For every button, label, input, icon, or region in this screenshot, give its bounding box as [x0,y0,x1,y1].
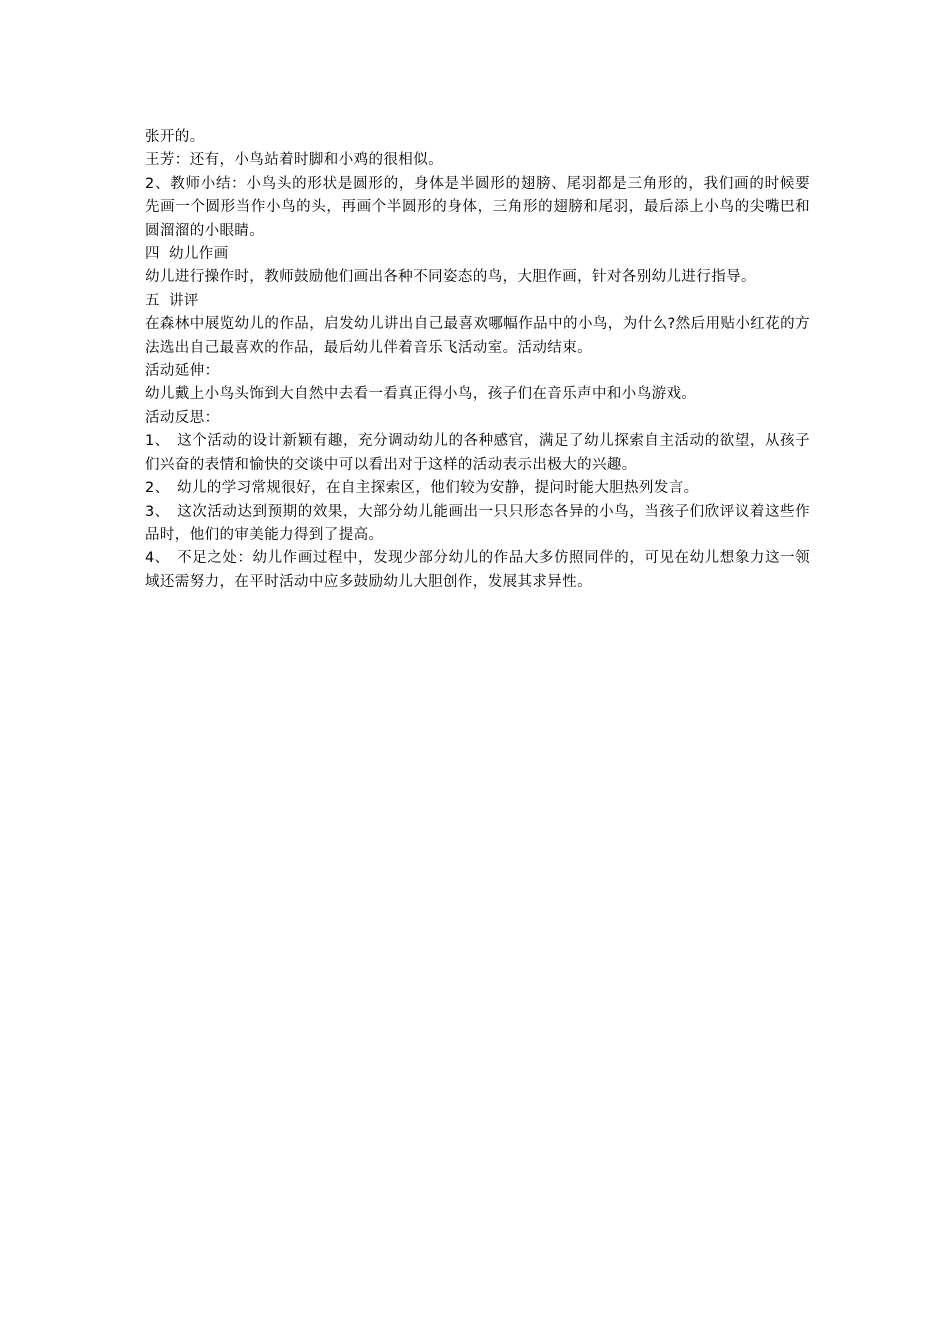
section-number: 五 [145,292,160,309]
paragraph-extension [145,383,810,406]
reflection-item-2 [145,477,810,500]
list-number: 1、 [145,433,170,450]
paragraph-text: 在森林中展览幼儿的作品，启发幼儿讲出自己最喜欢哪幅作品中的小鸟，为什么?然后用贴小红花的方法选出自己最喜欢的作品，最后幼儿伴着音乐飞活动室。活动结束。 [145,316,810,356]
section-heading-4 [145,243,810,266]
paragraph-continuation [145,126,810,149]
list-item-text: 这次活动达到预期的效果，大部分幼儿能画出一只只形态各异的小鸟，当孩子们欣评议着这些作品时，他们的审美能力得到了提高。 [145,503,810,543]
heading-text: 活动反思： [145,409,220,426]
list-item-text: 这个活动的设计新颖有趣，充分调动幼儿的各种感官，满足了幼儿探索自主活动的欲望，从孩子们兴奋的表情和愉快的交谈中可以看出对于这样的活动表示出极大的兴趣。 [145,433,810,473]
list-item-text: 不足之处：幼儿作画过程中，发现少部分幼儿的作品大多仿照同伴的，可见在幼儿想象力这一领域还需努力，在平时活动中应多鼓励幼儿大胆创作，发展其求异性。 [145,550,810,590]
section-title: 讲评 [169,292,199,309]
paragraph-text: 幼儿进行操作时，教师鼓励他们画出各种不同姿态的鸟，大胆作画，针对各别幼儿进行指导。 [145,269,756,286]
reflection-item-4 [145,547,810,594]
paragraph-drawing [145,266,810,289]
paragraph-teacher-summary [145,173,810,243]
list-number: 4、 [145,550,170,567]
reflection-item-3 [145,501,810,548]
heading-extension [145,360,810,383]
list-number: 2、 [145,175,171,192]
paragraph-text: 张开的。 [145,129,205,145]
list-number: 2、 [145,480,170,497]
heading-text: 活动延伸： [145,363,220,380]
paragraph-text: 幼儿戴上小鸟头饰到大自然中去看一看真正得小鸟，孩子们在音乐声中和小鸟游戏。 [145,386,697,403]
paragraph-text: 王芳：还有，小鸟站着时脚和小鸡的很相似。 [145,152,443,169]
document-body [145,126,810,594]
section-heading-5 [145,290,810,313]
section-number: 四 [145,246,160,263]
list-item-text: 幼儿的学习常规很好，在自主探索区，他们较为安静，提问时能大胆热列发言。 [177,480,699,497]
list-number: 3、 [145,503,170,520]
heading-reflection [145,407,810,430]
paragraph-wangfang [145,149,810,172]
reflection-item-1 [145,430,810,477]
section-title: 幼儿作画 [169,246,229,263]
paragraph-text: 教师小结：小鸟头的形状是圆形的，身体是半圆形的翅膀、尾羽都是三角形的，我们画的时候要先画一个圆形当作小鸟的头，再画个半圆形的身体，三角形的翅膀和尾羽，最后添上小鸟的尖嘴巴和圆溜溜的小眼睛。 [145,175,811,239]
paragraph-review [145,313,810,360]
